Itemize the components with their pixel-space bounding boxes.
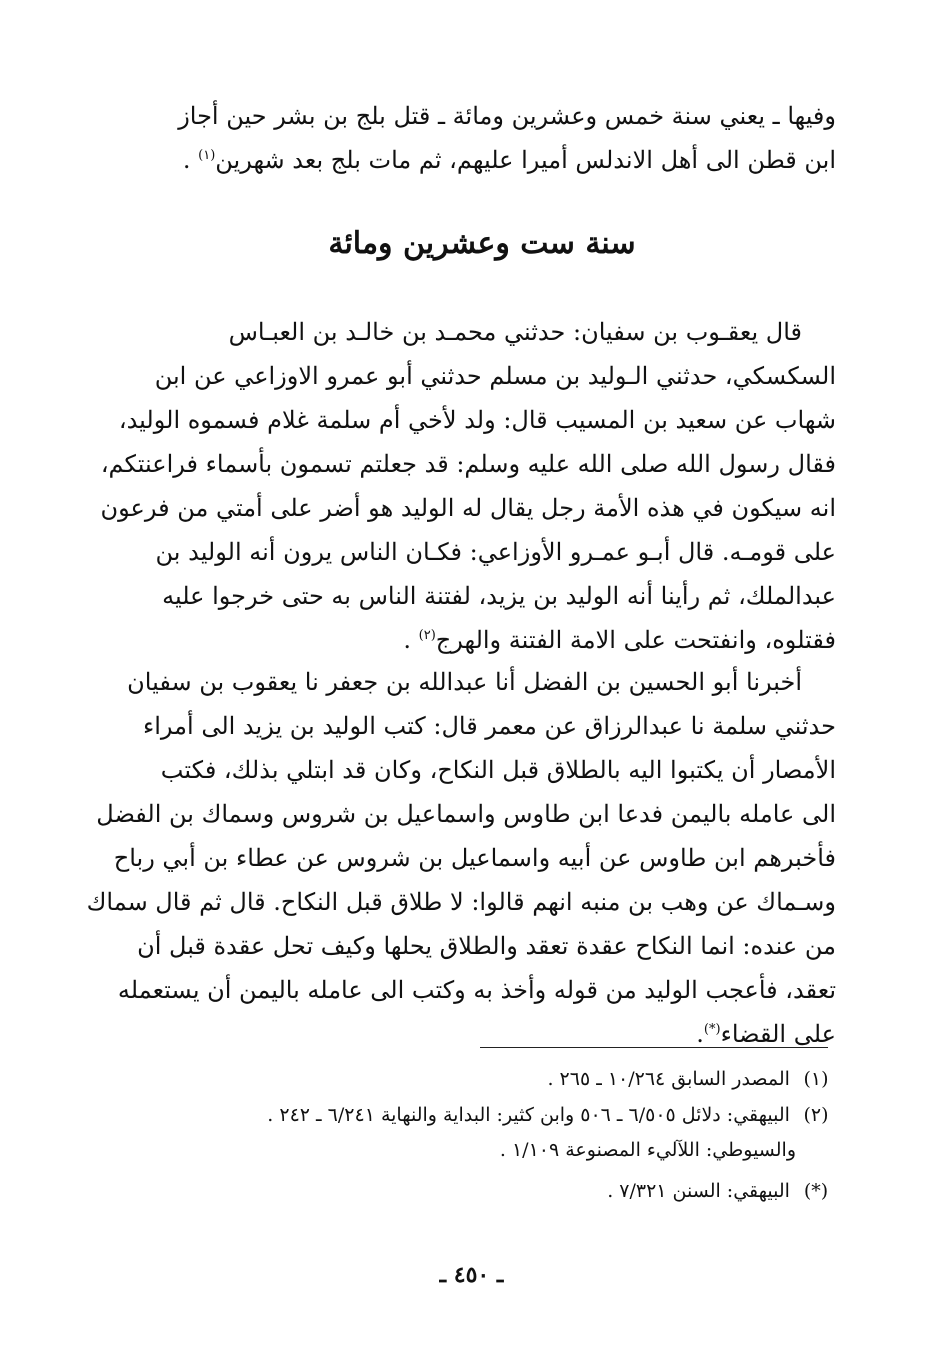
body2-line: على القضاء	[720, 1020, 836, 1048]
body2-line: وسـماك عن وهب بن منبه انهم قالوا: لا طلاق قبل النكاح. قال ثم قال سماك	[86, 888, 836, 916]
footnote-1	[128, 1062, 836, 1096]
footnote-2-text: البيهقي: دلائل ٦/٥٠٥ ـ ٥٠٦ وابن كثير: البداية والنهاية ٦/٢٤١ ـ ٢٤٢ .	[267, 1104, 790, 1126]
body2-line: فأخبرهم ابن طاوس عن أبيه واسماعيل بن شروس عن عطاء بن أبي رباح	[113, 844, 836, 872]
body1-line: السكسكي، حدثني الـوليد بن مسلم حدثني أبو عمرو الاوزاعي عن ابن	[154, 362, 836, 390]
footnote-2-continuation-text: والسيوطي: اللآليء المصنوعة ١/١٠٩ .	[499, 1139, 796, 1161]
page-number: ـ ٤٥٠ ـ	[439, 1262, 504, 1288]
intro-line-1: وفيها ـ يعني سنة خمس وعشرين ومائة ـ قتل بلج بن بشر حين أجاز	[178, 102, 836, 130]
body2-line: حدثني سلمة نا عبدالرزاق عن معمر قال: كتب الوليد بن يزيد الى أمراء	[142, 712, 836, 740]
footnote-star-text: البيهقي: السنن ٧/٣٢١ .	[607, 1180, 790, 1202]
footnote-star	[128, 1174, 836, 1208]
body2-line: الأمصار أن يكتبوا اليه بالطلاق قبل النكاح، وكان قد ابتلي بذلك، فكتب	[160, 756, 836, 784]
body2-line: أخبرنا أبو الحسين بن الفضل أنا عبدالله بن جعفر نا يعقوب بن سفيان	[127, 668, 802, 696]
footnote-divider	[480, 1047, 828, 1048]
footnote-1-number: (١)	[803, 1068, 829, 1090]
footnote-1-text: المصدر السابق ١٠/٢٦٤ ـ ٢٦٥ .	[547, 1068, 790, 1090]
body2-line: تعقد، فأعجب الوليد من قوله وأخذ به وكتب الى عامله باليمن أن يستعمله	[117, 976, 836, 1004]
intro-end: .	[182, 146, 191, 174]
body1-line: على قومـه. قال أبـو عمـرو الأوزاعي: فكـان الناس يرون أنه الوليد بن	[155, 538, 836, 566]
footnote-2	[128, 1098, 836, 1132]
narration-paragraph-2	[86, 660, 836, 1056]
body2-last-line	[128, 1012, 836, 1056]
intro-paragraph	[128, 94, 836, 182]
body1-line: فقتلوه، وانفتحت على الامة الفتنة والهرج	[435, 626, 836, 654]
body2-line: الى عامله باليمن فدعا ابن طاوس واسماعيل بن شروس وسماك بن الفضل	[96, 800, 836, 828]
body1-line: شهاب عن سعيد بن المسيب قال: ولد لأخي أم سلمة غلام فسموه الوليد،	[118, 406, 836, 434]
intro-line-2-text: ابن قطن الى أهل الاندلس أميرا عليهم، ثم مات بلج بعد شهرين	[215, 146, 836, 174]
footnote-ref-2: (٢)	[418, 628, 436, 643]
intro-line-2	[128, 138, 836, 182]
narration-paragraph-1	[100, 310, 836, 662]
footnote-ref-star: (*)	[703, 1022, 721, 1037]
body2-line: من عنده: انما النكاح عقدة تعقد والطلاق يحلها وكيف تحل عقدة قبل أن	[137, 932, 836, 960]
footnote-ref-1: (١)	[198, 148, 216, 163]
body1-line: عبدالملك، ثم رأينا أنه الوليد بن يزيد، لفتنة الناس به حتى خرجوا عليه	[162, 582, 836, 610]
body1-last-line	[128, 618, 836, 662]
footnote-2-continuation	[128, 1133, 836, 1167]
footnote-2-number: (٢)	[803, 1104, 829, 1126]
body1-end: .	[403, 626, 411, 654]
body2-end: .	[696, 1020, 704, 1048]
footnote-star-number: (*)	[803, 1180, 829, 1202]
body1-line: فقال رسول الله صلى الله عليه وسلم: قد جعلتم تسمون بأسماء فراعنتكم،	[100, 450, 836, 478]
section-heading: سنة ست وعشرين ومائة	[328, 226, 636, 261]
body1-line: قال يعقـوب بن سفيان: حدثني محمـد بن خالـد بن العبـاس	[228, 318, 802, 346]
body1-line: انه سيكون في هذه الأمة رجل يقال له الوليد هو أضر على أمتي من فرعون	[100, 494, 836, 522]
